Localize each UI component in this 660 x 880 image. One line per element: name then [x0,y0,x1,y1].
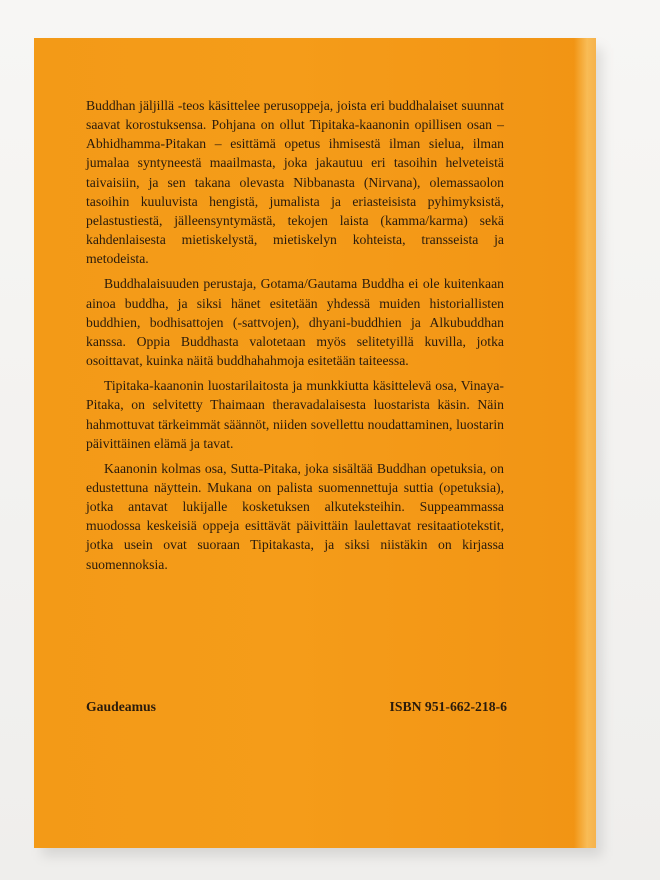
publisher-name: Gaudeamus [86,699,156,714]
blurb-paragraph-2: Buddhalaisuuden perustaja, Gotama/Gautama Buddha ei ole kuitenkaan ainoa buddha, ja siksi hänet esitetään yhdessä muiden historiallisten buddhien, bodhisattojen (-sattvojen), dhyani-buddhien ja Alkubuddhan kanssa. Oppia Buddhasta valotetaan myös selitetyillä kuvilla, jotka osoittavat, kuinka näitä buddhahahmoja esitetään taiteessa. [86,276,504,369]
cover-footer [86,699,507,715]
isbn-number: ISBN 951-662-218-6 [389,699,507,714]
blurb-paragraph-4: Kaanonin kolmas osa, Sutta-Pitaka, joka sisältää Buddhan opetuksia, on edustettuna näyttein. Mukana on palista suomennettuja suttia (opetuksia), jotka antavat lukijalle kosketuksen alkuteksteihin. Suppeammassa muodossa keskeisiä oppeja esittävät päivittäin laulettavat resitaatiotekstit, jotka usein ovat suoraan Tipitakasta, ja siksi niistäkin on kirjassa suomennoksia. [86,460,504,572]
blurb-paragraph-1: Buddhan jäljillä -teos käsittelee perusoppeja, joista eri buddhalaiset suunnat saavat korostuksensa. Pohjana on ollut Tipitaka-kaanonin opillisen osan – Abhidhamma-Pitakan – esittämä opetus ihmisestä ilman sielua, ilman jumalaa syntyneestä maailmasta, joka jakautuu eri tasoihin helveteistä taivaisiin, ja sen takana olevasta Nibbanasta (Nirvana), olemassaolon tasoihin kuuluvista hengistä, jumalista ja eriasteisista pyhimyksistä, pelastustiestä, jälleensyntymästä, tekojen laista (kamma/karma) sekä kahdenlaisesta mietiskelystä, mietiskelyn kohteista, transseista ja metodeista. [86,98,504,267]
cover-edge [574,38,596,848]
blurb-text [86,96,504,580]
blurb-paragraph-3: Tipitaka-kaanonin luostarilaitosta ja munkkiutta käsittelevä osa, Vinaya-Pitaka, on selvitetty Thaimaan theravadalaisesta luostarista käsin. Näin hahmottuvat tärkeimmät säännöt, niiden sovellettu noudattaminen, luostarin päivittäinen elämä ja tavat. [86,378,504,451]
